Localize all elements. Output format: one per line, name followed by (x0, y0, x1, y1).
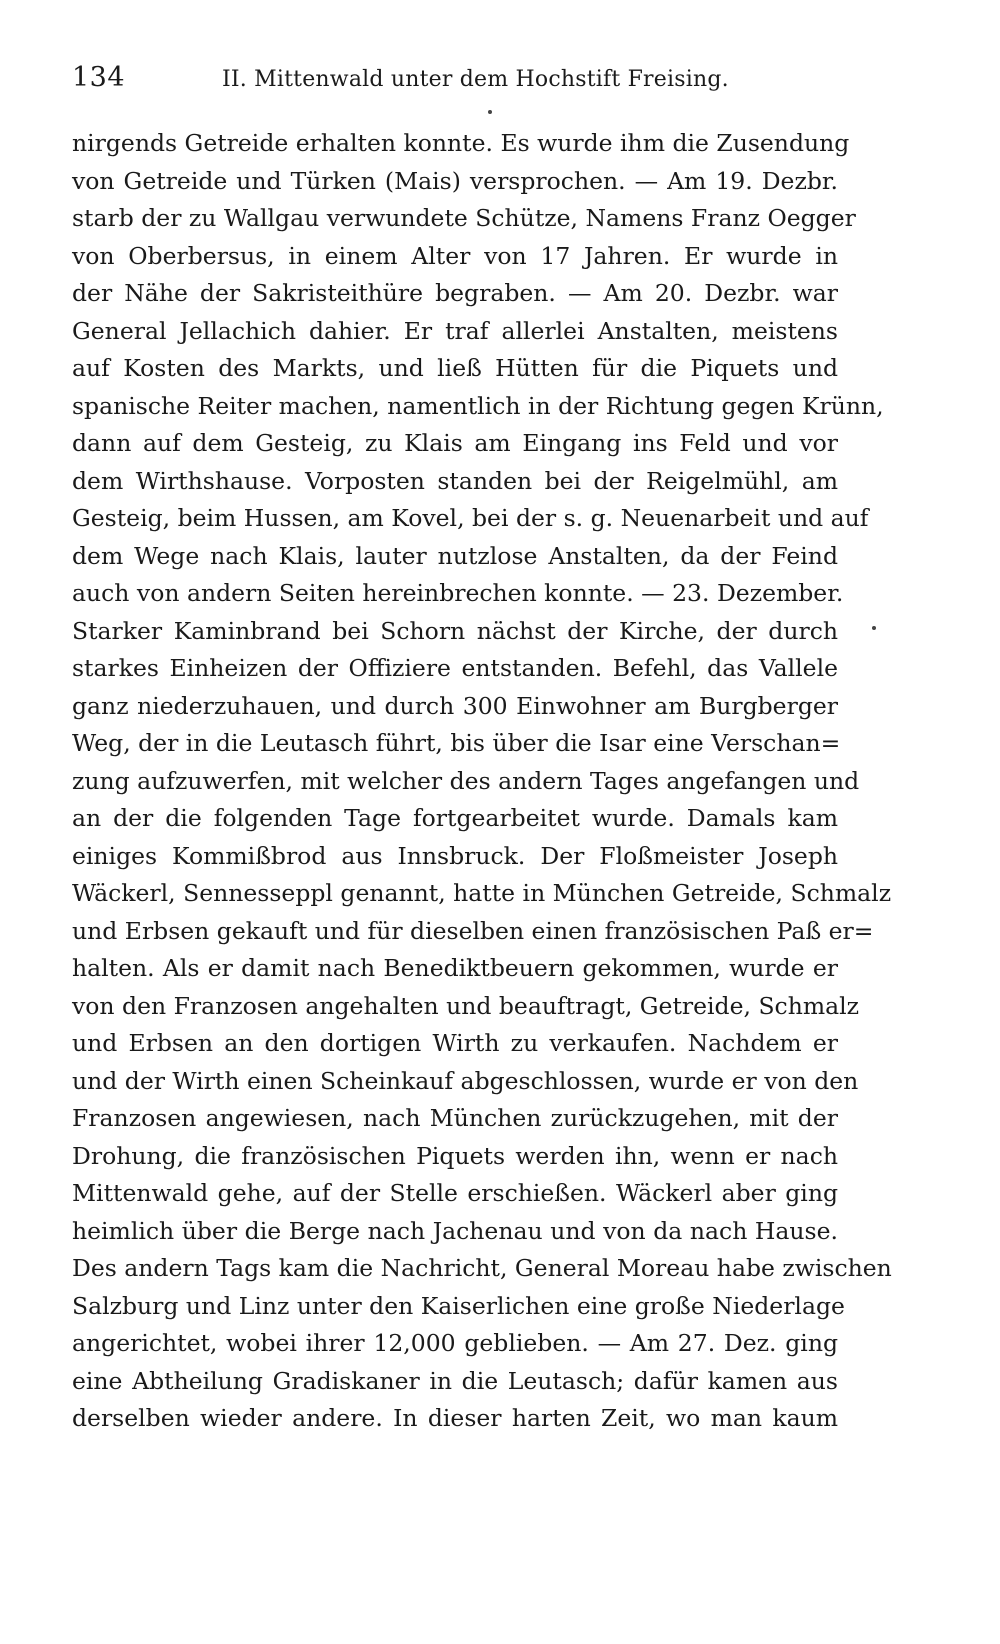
text-line: an der die folgenden Tage fortgearbeitet wurde. Damals kam (72, 804, 838, 832)
text-line: eine Abtheilung Gradiskaner in die Leutasch; dafür kamen aus (72, 1366, 838, 1395)
text-line: General Jellachich dahier. Er traf allerlei Anstalten, meistens (72, 316, 838, 345)
text-line: Gesteig, beim Hussen, am Kovel, bei der s. g. Neuenarbeit und auf (72, 504, 869, 532)
page-number: 134 (72, 62, 126, 93)
text-line: nirgends Getreide erhalten konnte. Es wurde ihm die Zusendung (72, 129, 850, 157)
text-line: von den Franzosen angehalten und beauftragt, Getreide, Schmalz (72, 991, 860, 1020)
print-speck (872, 626, 876, 630)
text-line: derselben wieder andere. In dieser harten Zeit, wo man kaum (72, 1404, 838, 1432)
text-line: zung aufzuwerfen, mit welcher des andern Tages angefangen und (72, 766, 860, 795)
text-line: einiges Kommißbrod aus Innsbruck. Der Floßmeister Joseph (72, 841, 838, 870)
text-line: ganz niederzuhauen, und durch 300 Einwohner am Burgberger (72, 691, 838, 720)
text-line: starkes Einheizen der Offiziere entstanden. Befehl, das Vallele (72, 654, 838, 682)
text-line: und Erbsen an den dortigen Wirth zu verkaufen. Nachdem er (72, 1029, 838, 1057)
text-line: auf Kosten des Markts, und ließ Hütten für die Piquets und (72, 354, 838, 382)
text-line: Weg, der in die Leutasch führt, bis über die Isar eine Verschan= (72, 729, 841, 757)
text-line: Starker Kaminbrand bei Schorn nächst der Kirche, der durch (72, 616, 838, 645)
text-line: spanische Reiter machen, namentlich in der Richtung gegen Krünn, (72, 391, 884, 420)
text-line: Drohung, die französischen Piquets werden ihn, wenn er nach (72, 1141, 838, 1170)
body-text (72, 125, 892, 1438)
text-line: Franzosen angewiesen, nach München zurückzugehen, mit der (72, 1104, 838, 1132)
text-line: Salzburg und Linz unter den Kaiserlichen eine große Niederlage (72, 1291, 845, 1320)
running-title: II. Mittenwald unter dem Hochstift Freising. (222, 67, 729, 92)
running-head (72, 58, 872, 98)
text-line: und der Wirth einen Scheinkauf abgeschlossen, wurde er von den (72, 1066, 859, 1095)
text-line: Mittenwald gehe, auf der Stelle erschießen. Wäckerl aber ging (72, 1179, 838, 1207)
text-line: angerichtet, wobei ihrer 12,000 geblieben. — Am 27. Dez. ging (72, 1329, 838, 1357)
text-line: dem Wege nach Klais, lauter nutzlose Anstalten, da der Feind (72, 541, 838, 570)
text-line: von Getreide und Türken (Mais) versprochen. — Am 19. Dezbr. (72, 166, 838, 195)
text-line: der Nähe der Sakristeithüre begraben. — Am 20. Dezbr. war (72, 279, 838, 307)
text-line: Wäckerl, Sennesseppl genannt, hatte in München Getreide, Schmalz (72, 879, 892, 907)
text-line: von Oberbersus, in einem Alter von 17 Jahren. Er wurde in (72, 241, 838, 270)
text-line: auch von andern Seiten hereinbrechen konnte. — 23. Dezember. (72, 579, 844, 607)
text-line: heimlich über die Berge nach Jachenau und von da nach Hause. (72, 1216, 838, 1245)
text-line: starb der zu Wallgau verwundete Schütze, Namens Franz Oegger (72, 204, 856, 232)
text-line: dem Wirthshause. Vorposten standen bei der Reigelmühl, am (72, 466, 838, 495)
print-speck (488, 110, 492, 114)
text-line: dann auf dem Gesteig, zu Klais am Eingang ins Feld und vor (72, 429, 838, 457)
text-line: Des andern Tags kam die Nachricht, General Moreau habe zwischen (72, 1254, 892, 1282)
text-line: halten. Als er damit nach Benediktbeuern gekommen, wurde er (72, 954, 838, 982)
text-line: und Erbsen gekauft und für dieselben einen französischen Paß er= (72, 916, 874, 945)
